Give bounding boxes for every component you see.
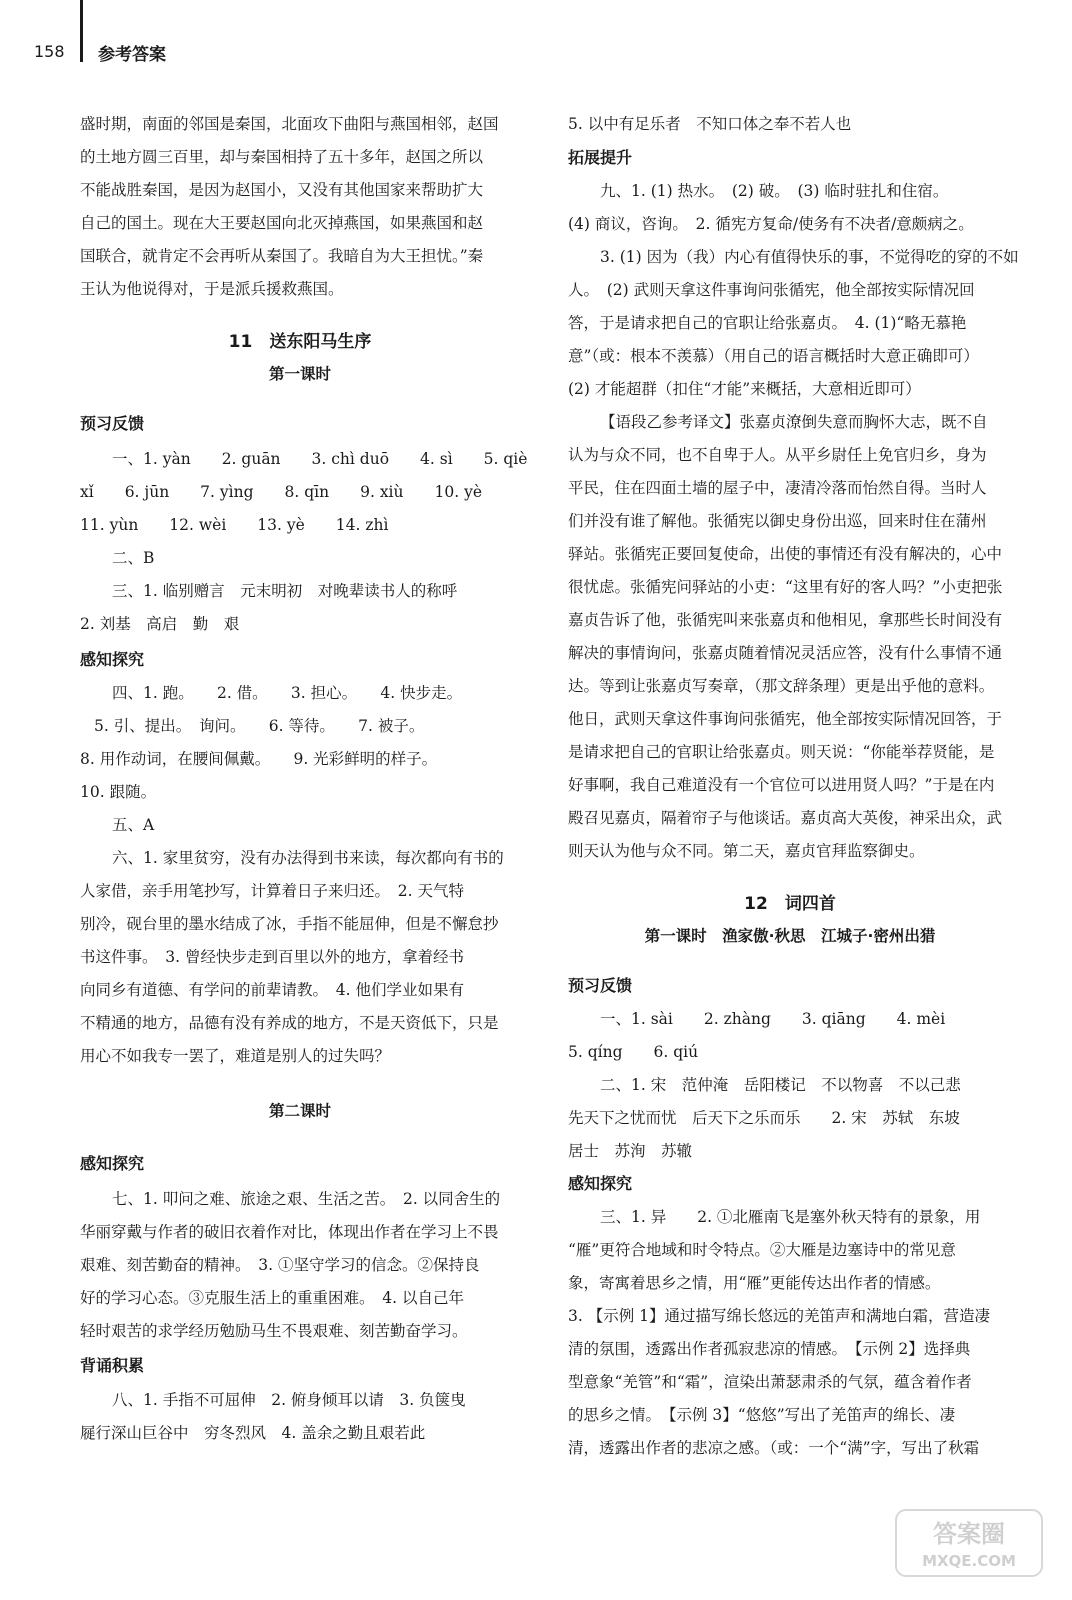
text-line: 华丽穿戴与作者的破旧衣着作对比，体现出作者在学习上不畏: [80, 1223, 499, 1241]
text-line: 他日，武则天拿这件事询问张循宪，他全部按实际情况回答，于: [568, 710, 1003, 728]
text-line: (4) 商议，咨询。 2. 循宪方复命/使务有不决者/意颇病之。: [568, 215, 974, 233]
text-line: 轻时艰苦的求学经历勉励马生不畏艰难、刻苦勤奋学习。: [80, 1322, 468, 1340]
text-line: 好的学习心态。③克服生活上的重重困难。 4. 以自己年: [80, 1289, 464, 1307]
text-line: 一、1. sài 2. zhàng 3. qiāng 4. mèi: [600, 1010, 946, 1028]
text-line: 的思乡之情。 【示例 3】“悠悠”写出了羌笛声的绵长、凄: [568, 1406, 956, 1424]
text-line: 的土地方圆三百里，却与秦国相持了五十多年，赵国之所以: [80, 148, 484, 166]
text-line: 八、1. 手指不可屈伸 2. 俯身倾耳以请 3. 负箧曳: [112, 1391, 466, 1409]
text-line: 三、1. 异 2. ①北雁南飞是塞外秋天特有的景象，用: [600, 1208, 981, 1226]
text-line: 向同乡有道德、有学问的前辈请教。 4. 他们学业如果有: [80, 981, 464, 999]
text-line: 先天下之忧而忧 后天下之乐而乐 2. 宋 苏轼 东坡: [568, 1109, 960, 1127]
text-line: 象，寄寓着思乡之情，用“雁”更能传达出作者的情感。: [568, 1274, 941, 1292]
header-divider: [80, 0, 83, 62]
text-line: 5. 引、提出。 询问。 6. 等待。 7. 被子。: [94, 717, 425, 735]
text-line: 一、1. yàn 2. guān 3. chì duō 4. sì 5. qiè: [112, 450, 528, 468]
text-line: 七、1. 叩问之难、旅途之艰、生活之苦。 2. 以同舍生的: [112, 1190, 501, 1208]
text-line: 用心不如我专一罢了，难道是别人的过失吗？: [80, 1047, 391, 1065]
section-heading: 拓展提升: [568, 148, 633, 167]
lesson-title: 11 送东阳马生序: [228, 332, 372, 352]
text-line: 3. (1) 因为（我）内心有值得快乐的事，不觉得吃的穿的不如: [600, 248, 1019, 266]
text-line: 艰难、刻苦勤奋的精神。 3. ①坚守学习的信念。②保持良: [80, 1256, 480, 1274]
text-line: xǐ 6. jūn 7. yìng 8. qīn 9. xiù 10. yè: [80, 483, 483, 501]
text-line: “雁”更符合地域和时令特点。②大雁是边塞诗中的常见意: [568, 1241, 956, 1259]
text-line: 是请求把自己的官职让给张嘉贞。则天说：“你能举荐贤能，是: [568, 743, 995, 761]
text-line: 认为与众不同，也不自卑于人。从平乡尉任上免官归乡，身为: [568, 446, 987, 464]
text-line: 2. 刘基 高启 勤 艰: [80, 615, 240, 633]
text-line: 不能战胜秦国，是因为赵国小，又没有其他国家来帮助扩大: [80, 181, 484, 199]
text-line: 5. qíng 6. qiú: [568, 1043, 699, 1061]
text-line: 人家借，亲手用笔抄写，计算着日子来归还。 2. 天气特: [80, 882, 464, 900]
text-line: 8. 用作动词，在腰间佩戴。 9. 光彩鲜明的样子。: [80, 750, 438, 768]
text-line: 很忧虑。张循宪问驿站的小吏：“这里有好的客人吗？”小吏把张: [568, 578, 1003, 596]
section-heading: 感知探究: [568, 1174, 633, 1193]
text-line: 王认为他说得对，于是派兵援救燕国。: [80, 280, 344, 298]
text-line: 嘉贞告诉了他，张循宪叫来张嘉贞和他相见，拿那些长时间没有: [568, 611, 1003, 629]
text-line: 不精通的地方，品德有没有养成的地方，不是天资低下，只是: [80, 1014, 499, 1032]
watermark-text: 答案圈: [933, 1520, 1005, 1548]
text-line: 殿召见嘉贞，隔着帘子与他谈话。嘉贞高大英俊，神采出众，武: [568, 809, 1003, 827]
text-line: (2) 才能超群（扣住“才能”来概括，大意相近即可）: [568, 380, 921, 398]
text-line: 自己的国土。现在大王要赵国向北灭掉燕国，如果燕国和赵: [80, 214, 484, 232]
page-number: 158: [34, 42, 65, 61]
section-heading: 预习反馈: [568, 976, 633, 995]
text-line: 六、1. 家里贫穷，没有办法得到书来读，每次都向有书的: [112, 849, 504, 867]
section-heading: 预习反馈: [80, 414, 145, 433]
translation-heading-line: 【语段乙参考译文】张嘉贞潦倒失意而胸怀大志，既不自: [600, 413, 988, 431]
text-line: 意”（或：根本不羡慕）（用自己的语言概括时大意正确即可）: [568, 347, 979, 365]
text-line: 驿站。张循宪正要回复使命，出使的事情还有没有解决的，心中: [568, 545, 1003, 563]
text-line: 清，透露出作者的悲凉之感。（或：一个“满”字，写出了秋霜: [568, 1439, 980, 1457]
watermark-logo: [894, 1508, 1044, 1578]
text-line: 清的氛围，透露出作者孤寂悲凉的情感。 【示例 2】选择典: [568, 1340, 971, 1358]
watermark-domain: MXQE.COM: [922, 1552, 1016, 1570]
text-line: 三、1. 临别赠言 元末明初 对晚辈读书人的称呼: [112, 582, 458, 600]
text-line: 盛时期，南面的邻国是秦国，北面攻下曲阳与燕国相邻，赵国: [80, 115, 499, 133]
text-line: 们并没有谁了解他。张循宪以御史身份出巡，回来时住在蒲州: [568, 512, 987, 530]
text-line: 人。 (2) 武则天拿这件事询问张循宪，他全部按实际情况回: [568, 281, 975, 299]
text-line: 达。等到让张嘉贞写奏章，（那文辞条理）更是出乎他的意料。: [568, 677, 995, 695]
header-title: 参考答案: [98, 45, 166, 65]
text-line: 3. 【示例 1】通过描写绵长悠远的羌笛声和满地白霜，营造凄: [568, 1307, 991, 1325]
text-line: 二、1. 宋 范仲淹 岳阳楼记 不以物喜 不以己悲: [600, 1076, 961, 1094]
text-line: 二、B: [112, 549, 155, 567]
text-line: 10. 跟随。: [80, 783, 157, 801]
text-line: 屣行深山巨谷中 穷冬烈风 4. 盖余之勤且艰若此: [80, 1424, 426, 1442]
section-heading: 感知探究: [80, 650, 145, 669]
text-line: 好事啊，我自己难道没有一个官位可以进用贤人吗？”于是在内: [568, 776, 995, 794]
section-heading: 感知探究: [80, 1154, 145, 1173]
text-line: 别冷，砚台里的墨水结成了冰，手指不能屈伸，但是不懈怠抄: [80, 915, 499, 933]
section-heading: 背诵积累: [80, 1356, 145, 1375]
text-line: 四、1. 跑。 2. 借。 3. 担心。 4. 快步走。: [112, 684, 463, 702]
text-line: 五、A: [112, 816, 155, 834]
lesson-period: 第二课时: [268, 1102, 331, 1120]
text-line: 型意象“羌管”和“霜”，渲染出萧瑟肃杀的气氛，蕴含着作者: [568, 1373, 972, 1391]
text-line: 5. 以中有足乐者 不知口体之奉不若人也: [568, 115, 852, 133]
text-line: 国联合，就肯定不会再听从秦国了。我暗自为大王担忧。”秦: [80, 247, 484, 265]
text-line: 则天认为他与众不同。第二天，嘉贞官拜监察御史。: [568, 842, 925, 860]
text-line: 书这件事。 3. 曾经快步走到百里以外的地方，拿着经书: [80, 948, 464, 966]
text-line: 答，于是请求把自己的官职让给张嘉贞。 4. (1)“略无慕艳: [568, 314, 967, 332]
text-line: 平民，住在四面土墙的屋子中，凄清冷落而怡然自得。当时人: [568, 479, 987, 497]
text-line: 11. yùn 12. wèi 13. yè 14. zhì: [80, 516, 389, 534]
text-line: 九、1. (1) 热水。 (2) 破。 (3) 临时驻扎和住宿。: [600, 182, 949, 200]
text-line: 解决的事情询问，张嘉贞随着情况灵活应答，没有什么事情不通: [568, 644, 1003, 662]
lesson-title: 12 词四首: [744, 894, 836, 914]
lesson-period: 第一课时: [268, 365, 331, 383]
lesson-period: 第一课时 渔家傲·秋思 江城子·密州出猎: [644, 927, 936, 945]
text-line: 居士 苏洵 苏辙: [568, 1142, 693, 1160]
